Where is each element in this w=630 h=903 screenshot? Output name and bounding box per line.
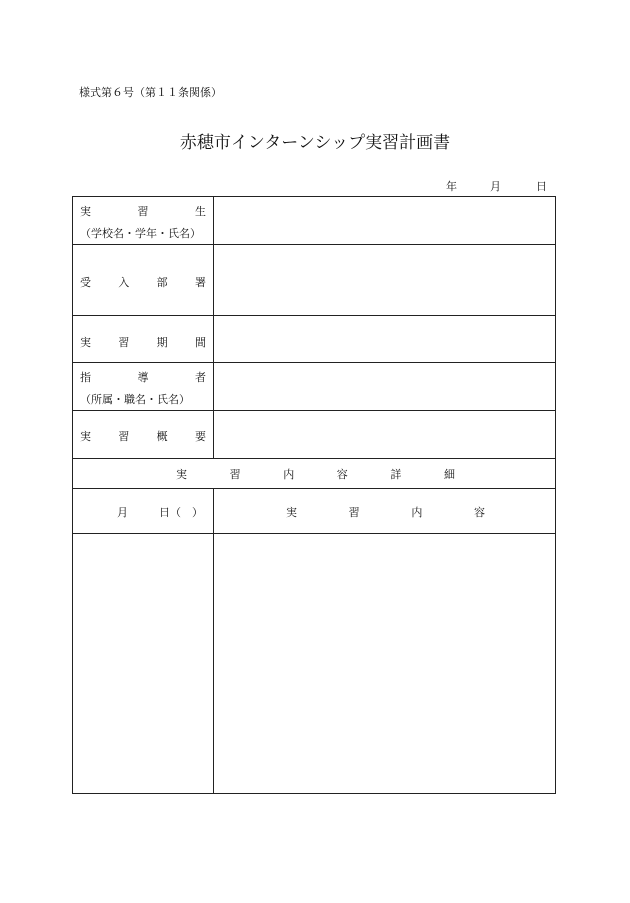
- date-line: [0, 178, 630, 194]
- schedule-content-field[interactable]: [214, 534, 555, 793]
- form-number: 様式第６号（第１１条関係）: [79, 86, 222, 99]
- day-label: 日: [536, 180, 547, 193]
- plan-form-table: 実 習 生 （学校名・学年・氏名） 受 入 部 署 実 習 期 間 指 導 者 （所属・職名・氏名） 実 習 概 要 実 習 内 容 詳 細 月 日（ ） 実 習 内 容: [72, 196, 556, 794]
- row-divider: [73, 458, 555, 459]
- student-field[interactable]: [214, 197, 555, 244]
- month-label: 月: [490, 180, 501, 193]
- schedule-date-field[interactable]: [73, 534, 213, 793]
- supervisor-sublabel: （所属・職名・氏名）: [80, 393, 190, 406]
- page-title: 赤穂市インターンシップ実習計画書: [179, 133, 451, 153]
- overview-label: 実 習 概 要: [80, 430, 206, 443]
- year-label: 年: [446, 180, 457, 193]
- student-label: 実 習 生 （学校名・学年・氏名）: [80, 205, 206, 240]
- supervisor-field[interactable]: [214, 363, 555, 410]
- department-field[interactable]: [214, 245, 555, 315]
- details-header: 実 習 内 容 詳 細: [176, 468, 455, 481]
- period-label: 実 習 期 間: [80, 336, 206, 349]
- department-label: 受 入 部 署: [80, 276, 206, 289]
- row-divider: [73, 488, 555, 489]
- period-field[interactable]: [214, 316, 555, 362]
- student-sublabel: （学校名・学年・氏名）: [80, 227, 201, 240]
- overview-field[interactable]: [214, 411, 555, 458]
- supervisor-label: 指 導 者 （所属・職名・氏名）: [80, 371, 206, 406]
- content-column-header: 実 習 内 容: [286, 506, 485, 519]
